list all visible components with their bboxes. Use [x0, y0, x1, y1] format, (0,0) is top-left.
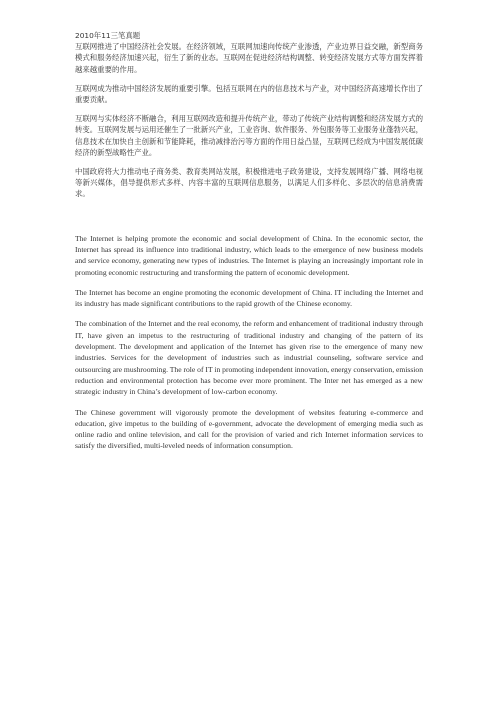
english-paragraph-3: The combination of the Internet and the real economy, the reform and enhancement of traditional industry through IT, have given an impetus to the restructuring of traditional industry and changing of the pattern of its development. The development and application of the Internet has given rise to the emergence of many new industries. Services for the development of industries such as industrial counseling, software service and outsourcing are mushrooming. The role of IT in promoting independent innovation, energy conservation, emission reduction and environmental protection has become ever more prominent. The Inter net has emerged as a new strategic industry in China’s development of low-carbon economy. [75, 319, 423, 397]
chinese-paragraph-4: 中国政府将大力推动电子商务类、教育类网站发展，积极推进电子政务建设，支持发展网络广播、网络电视等新兴媒体，倡导提供形式多样、内容丰富的互联网信息服务，以满足人们多样化、多层次的信息消费需求。 [75, 167, 423, 199]
document-title: 2010年11三笔真题 [75, 31, 141, 40]
document-page [75, 30, 423, 452]
chinese-paragraph-3: 互联网与实体经济不断融合，利用互联网改造和提升传统产业，带动了传统产业结构调整和经济发展方式的转变。互联网发展与运用还催生了一批新兴产业，工业咨询、软件服务、外包服务等工业服务业蓬勃兴起，信息技术在加快自主创新和节能降耗，推动减排治污等方面的作用日益凸显，互联网已经成为中国发展低碳经济的新型战略性产业。 [75, 114, 423, 157]
english-paragraph-1: The Internet is helping promote the economic and social development of China. In the economic sector, the Internet has spread its influence into traditional industry, which leads to the emergence of new business models and service economy, generating new types of industries. The Internet is playing an increasingly important role in promoting economic restructuring and transforming the pattern of economic development. [75, 233, 423, 277]
english-paragraph-2: The Internet has become an engine promoting the economic development of China. IT including the Internet and its industry has made significant contributions to the rapid growth of the Chinese economy. [75, 287, 423, 309]
chinese-paragraph-2: 互联网成为推动中国经济发展的重要引擎。包括互联网在内的信息技术与产业，对中国经济高速增长作出了重要贡献。 [75, 83, 423, 105]
english-paragraph-4: The Chinese government will vigorously promote the development of websites featuring e-commerce and education, give impetus to the building of e-government, advocate the development of emerging media such as online radio and online television, and call for the provision of varied and rich Internet information services to satisfy the diversified, multi-leveled needs of information consumption. [75, 407, 423, 451]
english-translation [75, 233, 423, 452]
chinese-paragraph-1: 互联网推进了中国经济社会发展。在经济领域，互联网加速向传统产业渗透，产业边界日益交融，新型商务模式和服务经济加速兴起，衍生了新的业态。互联网在促进经济结构调整、转变经济发展方式等方面发挥着越来越重要的作用。 [75, 42, 423, 74]
